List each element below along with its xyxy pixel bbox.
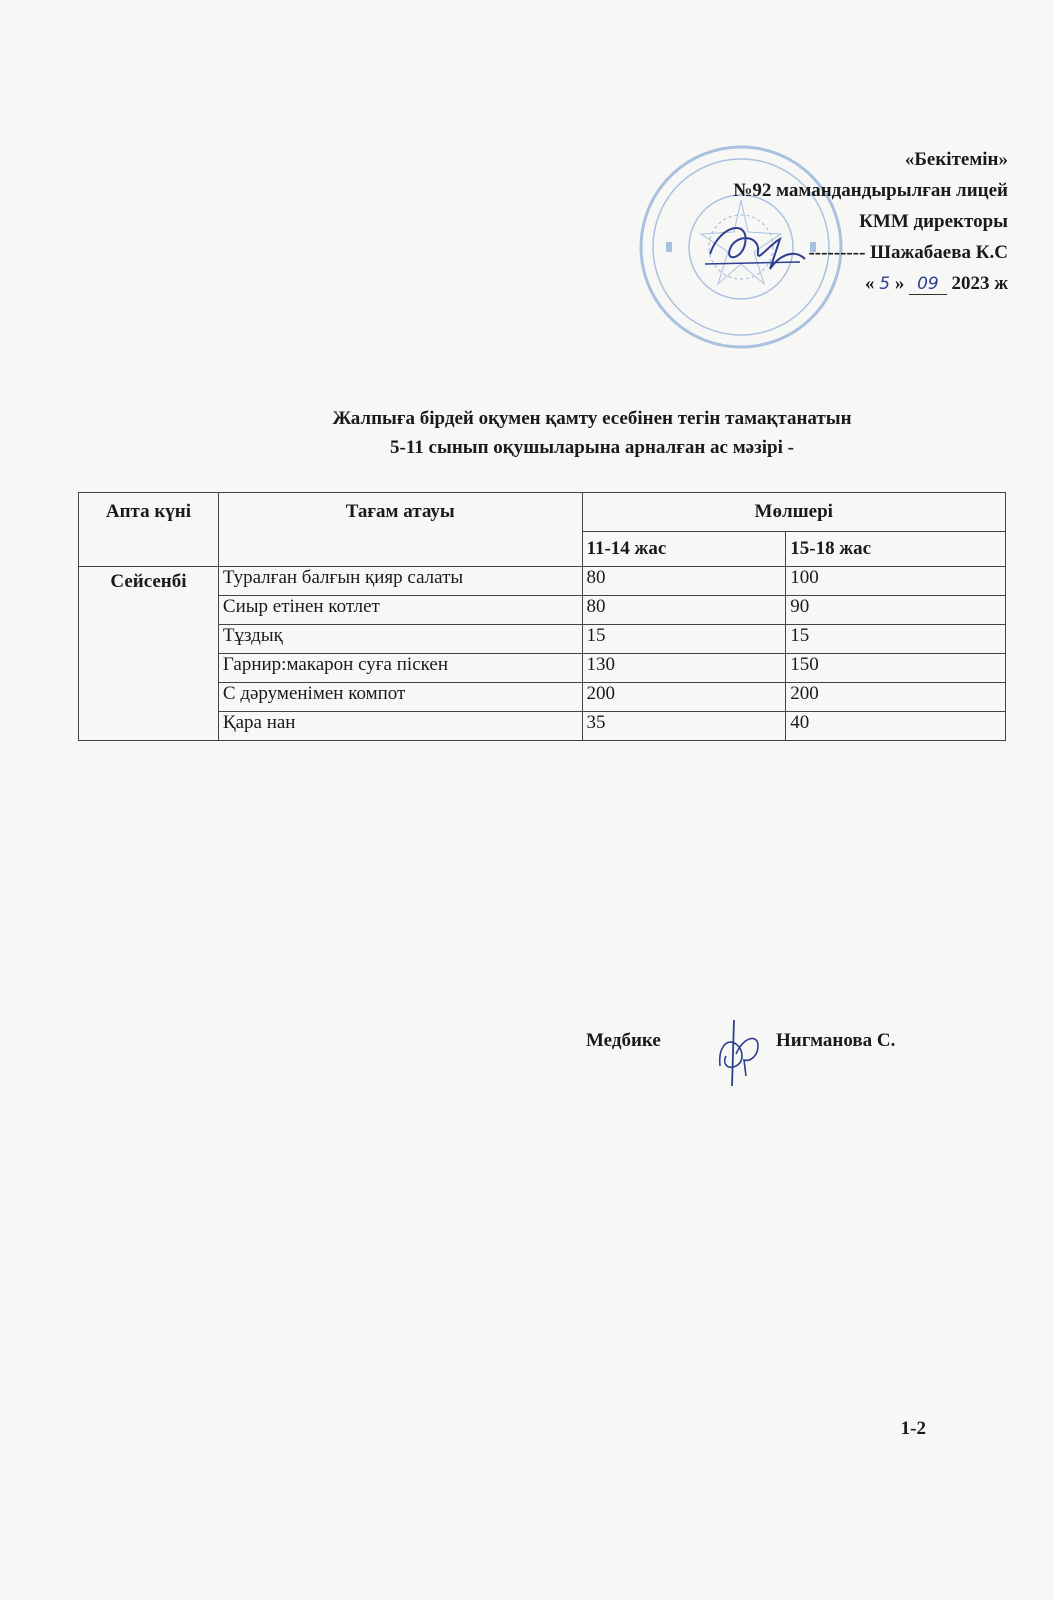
amount-15-18-cell: 150 xyxy=(786,654,1006,683)
director-name: Шажабаева К.С xyxy=(870,242,1008,263)
amount-11-14-cell: 200 xyxy=(582,683,786,712)
date-day: 5 xyxy=(879,274,891,294)
amount-15-18-cell: 15 xyxy=(786,625,1006,654)
table-row xyxy=(79,567,1006,596)
header-age-11-14: 11-14 жас xyxy=(582,532,786,567)
approval-position: КММ директоры xyxy=(859,211,1008,232)
nurse-role: Медбике xyxy=(586,1030,661,1051)
approval-heading: «Бекітемін» xyxy=(904,149,1008,170)
table-row xyxy=(79,625,1006,654)
amount-11-14-cell: 130 xyxy=(582,654,786,683)
header-dish: Тағам атауы xyxy=(218,493,582,567)
nurse-signature xyxy=(714,1016,764,1088)
dish-cell: Гарнир:макарон суға піскен xyxy=(218,654,582,683)
dish-cell: Туралған балғын қияр салаты xyxy=(218,567,582,596)
table-row xyxy=(79,712,1006,741)
director-signature xyxy=(700,214,810,276)
signature-dashes: --------- xyxy=(808,242,866,263)
table-row xyxy=(79,596,1006,625)
dish-cell: С дәруменімен компот xyxy=(218,683,582,712)
date-close-quote: » xyxy=(894,273,905,294)
dish-cell: Тұздық xyxy=(218,625,582,654)
amount-11-14-cell: 35 xyxy=(582,712,786,741)
header-amount: Мөлшері xyxy=(582,493,1005,532)
amount-15-18-cell: 90 xyxy=(786,596,1006,625)
date-year: 2023 ж xyxy=(951,273,1008,294)
day-cell: Сейсенбі xyxy=(79,567,219,741)
menu-title-line2: 5-11 сынып оқушыларына арналған ас мәзірі - xyxy=(390,437,794,458)
amount-11-14-cell: 15 xyxy=(582,625,786,654)
amount-15-18-cell: 100 xyxy=(786,567,1006,596)
amount-15-18-cell: 200 xyxy=(786,683,1006,712)
amount-11-14-cell: 80 xyxy=(582,596,786,625)
dish-cell: Қара нан xyxy=(218,712,582,741)
approval-institution: №92 мамандандырылған лицей xyxy=(733,180,1008,201)
dish-cell: Сиыр етінен котлет xyxy=(218,596,582,625)
amount-11-14-cell: 80 xyxy=(582,567,786,596)
date-month: 09 xyxy=(917,274,939,294)
date-open-quote: « xyxy=(865,273,875,294)
table-row xyxy=(79,683,1006,712)
menu-title xyxy=(0,404,1054,462)
page-number: 1-2 xyxy=(900,1418,926,1439)
table-row xyxy=(79,654,1006,683)
menu-title-line1: Жалпыға бірдей оқумен қамту есебінен тегін тамақтанатын xyxy=(332,408,852,429)
menu-table xyxy=(78,492,1006,741)
header-age-15-18: 15-18 жас xyxy=(786,532,1006,567)
header-day: Апта күні xyxy=(79,493,219,567)
amount-15-18-cell: 40 xyxy=(786,712,1006,741)
nurse-name: Нигманова С. xyxy=(776,1030,896,1051)
